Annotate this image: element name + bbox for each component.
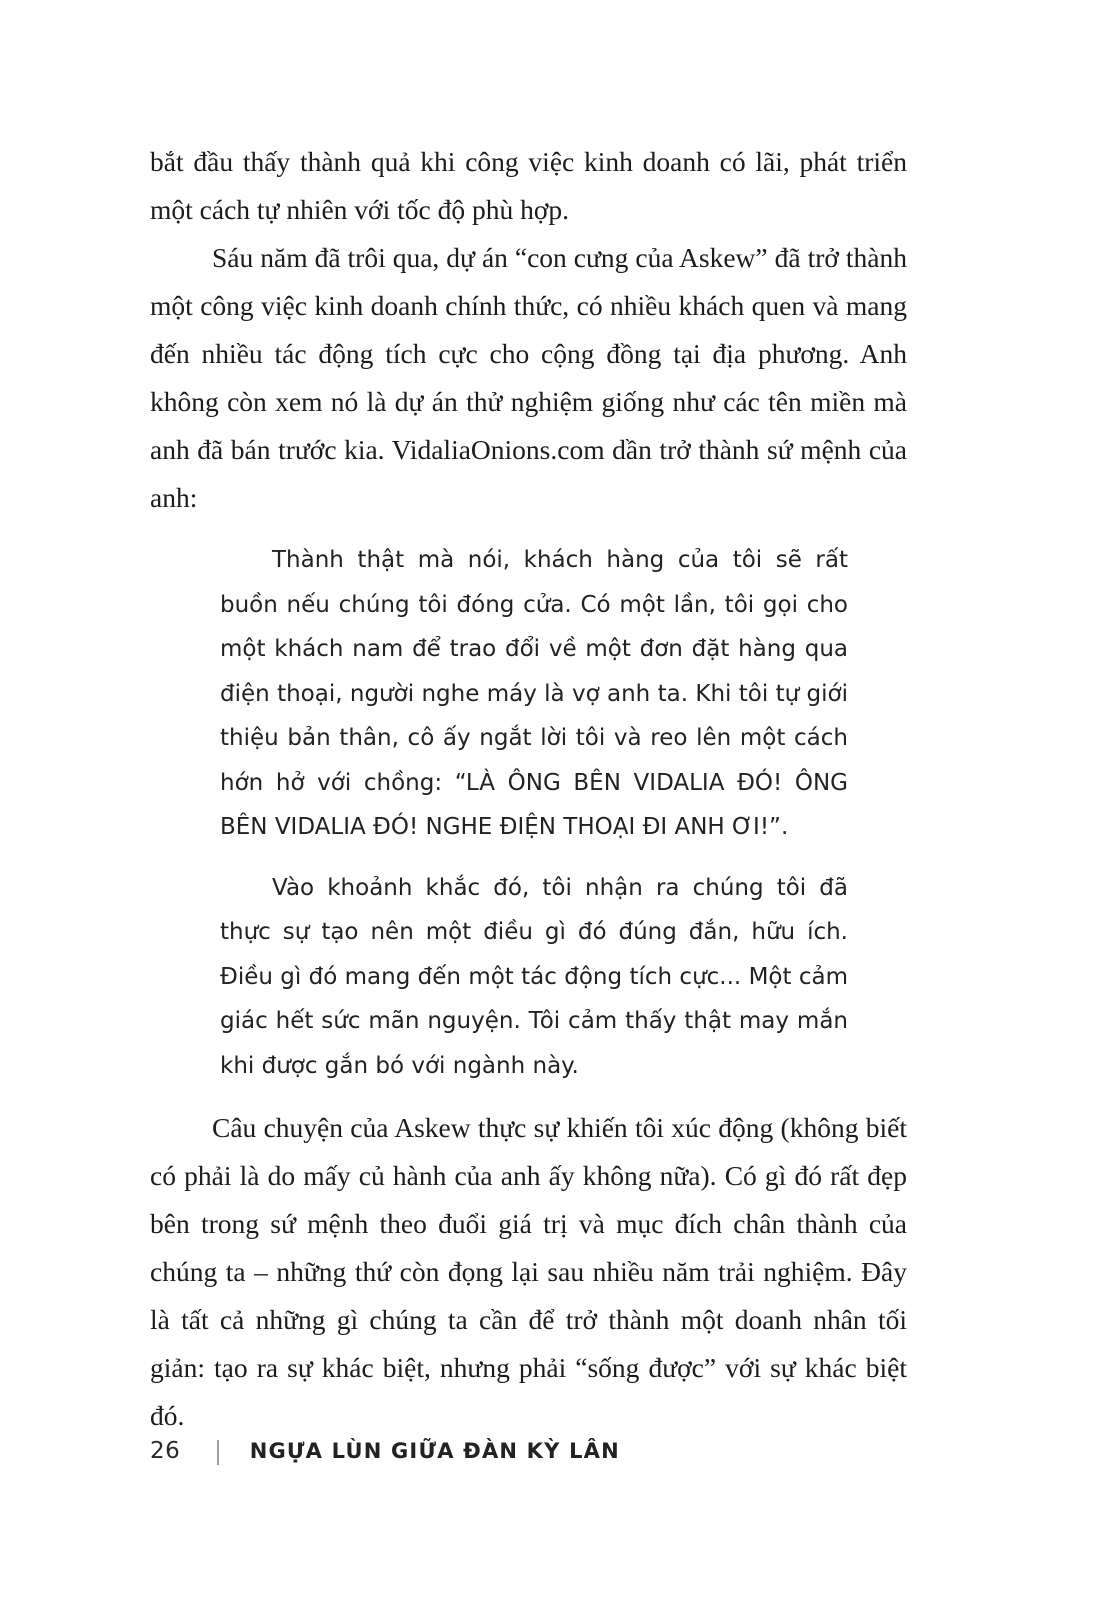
footer-separator: |	[214, 1436, 222, 1466]
paragraph-continuation: bắt đầu thấy thành quả khi công việc kinh doanh có lãi, phát triển một cách tự nhiên với tốc độ phù hợp.	[150, 146, 907, 225]
book-title: NGỰA LÙN GIỮA ĐÀN KỲ LÂN	[249, 1439, 620, 1463]
paragraph-askew-project: Sáu năm đã trôi qua, dự án “con cưng của Askew” đã trở thành một công việc kinh doanh chính thức, có nhiều khách quen và mang đến nhiều tác động tích cực cho cộng đồng tại địa phương. Anh không còn xem nó là dự án thử nghiệm giống như các tên miền mà anh đã bán trước kia. VidaliaOnions.com dần trở thành sứ mệnh của anh:	[150, 242, 907, 513]
blockquote-realization: Vào khoảnh khắc đó, tôi nhận ra chúng tôi đã thực sự tạo nên một điều gì đó đúng đắn, hữu ích. Điều gì đó mang đến một tác động tích cực... Một cảm giác hết sức mãn nguyện. Tôi cảm thấy thật may mắn khi được gắn bó với ngành này.	[220, 874, 848, 1079]
blockquote-customer-story: Thành thật mà nói, khách hàng của tôi sẽ rất buồn nếu chúng tôi đóng cửa. Có một lần, tôi gọi cho một khách nam để trao đổi về một đơn đặt hàng qua điện thoại, người nghe máy là vợ anh ta. Khi tôi tự giới thiệu bản thân, cô ấy ngắt lời tôi và reo lên một cách hớn hở với chồng: “LÀ ÔNG BÊN VIDALIA ĐÓ! ÔNG BÊN VIDALIA ĐÓ! NGHE ĐIỆN THOẠI ĐI ANH ƠI!”.	[220, 547, 848, 840]
page-text-block	[150, 138, 907, 1440]
page-footer	[150, 1438, 620, 1464]
page-number: 26	[150, 1438, 181, 1464]
paragraph-author-reflection: Câu chuyện của Askew thực sự khiến tôi xúc động (không biết có phải là do mấy củ hành của anh ấy không nữa). Có gì đó rất đẹp bên trong sứ mệnh theo đuổi giá trị và mục đích chân thành của chúng ta – những thứ còn đọng lại sau nhiều năm trải nghiệm. Đây là tất cả những gì chúng ta cần để trở thành một doanh nhân tối giản: tạo ra sự khác biệt, nhưng phải “sống được” với sự khác biệt đó.	[150, 1112, 907, 1431]
